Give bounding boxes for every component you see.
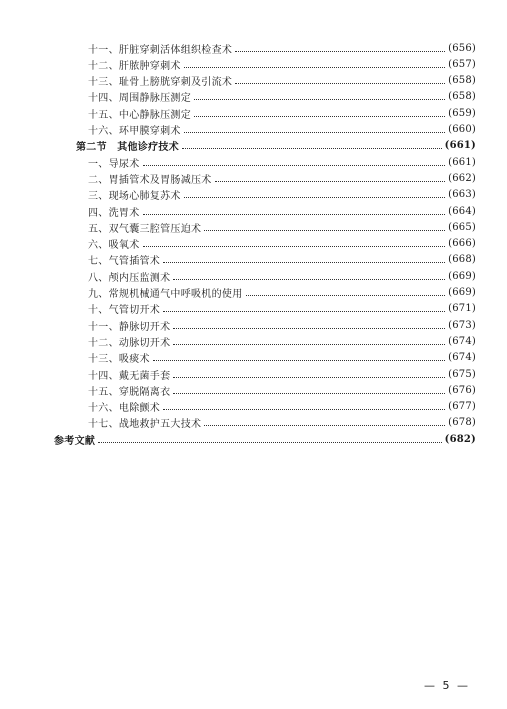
toc-entry-page: (677) — [448, 401, 476, 413]
toc-entry — [54, 431, 476, 447]
toc-entry-page: (663) — [448, 189, 476, 201]
toc-entry — [88, 399, 476, 415]
toc-entry-title: 十一、肝脏穿刺活体组织检查术 — [88, 44, 233, 56]
toc-entry-title: 十六、电除颤术 — [88, 403, 161, 415]
toc-entry-page: (664) — [448, 205, 476, 217]
toc-leader-dots — [163, 252, 445, 263]
toc-entry-title: 十、气管切开术 — [88, 305, 161, 317]
toc-leader-dots — [173, 269, 445, 280]
toc-entry-title: 十二、动脉切开术 — [88, 337, 171, 349]
toc-entry-page: (661) — [448, 156, 476, 168]
toc-leader-dots — [184, 187, 445, 198]
toc-entry — [76, 138, 476, 154]
toc-entry-title: 五、双气囊三腔管压迫术 — [88, 223, 202, 235]
toc-entry-page: (656) — [448, 42, 476, 54]
toc-entry — [88, 301, 476, 317]
toc-entry-title: 十三、耻骨上膀胱穿刺及引流术 — [88, 77, 233, 89]
toc-leader-dots — [173, 334, 445, 345]
toc-entry-page: (662) — [448, 172, 476, 184]
toc-leader-dots — [246, 285, 446, 296]
toc-entry-page: (658) — [448, 91, 476, 103]
toc-entry — [88, 219, 476, 235]
toc-entry — [88, 56, 476, 72]
toc-entry-page: (675) — [448, 368, 476, 380]
toc-entry-page: (671) — [448, 303, 476, 315]
toc-entry-page: (659) — [448, 107, 476, 119]
toc-entry — [88, 236, 476, 252]
toc-leader-dots — [204, 415, 445, 426]
toc-entry-page: (668) — [448, 254, 476, 266]
toc-entry-title: 十一、静脉切开术 — [88, 321, 171, 333]
toc-entry — [88, 187, 476, 203]
toc-entry-title: 十六、环甲膜穿刺术 — [88, 126, 181, 137]
toc-entry — [88, 317, 476, 333]
toc-leader-dots — [163, 399, 445, 410]
toc-entry — [88, 268, 476, 284]
toc-leader-dots — [182, 138, 442, 149]
toc-entry — [88, 350, 476, 366]
toc-leader-dots — [143, 155, 446, 166]
toc-entry — [88, 285, 476, 301]
toc-entry-page: (661) — [444, 140, 476, 152]
toc-entry-page: (674) — [448, 335, 476, 347]
toc-entry-page: (658) — [448, 75, 476, 87]
toc-entry-title: 六、吸氧术 — [88, 240, 140, 252]
toc-entry-page: (660) — [448, 124, 476, 135]
toc-entry-page: (665) — [448, 221, 476, 233]
toc-entry — [88, 122, 476, 138]
toc-entry-page: (676) — [448, 384, 476, 396]
toc-entry — [88, 333, 476, 349]
toc-leader-dots — [215, 171, 446, 182]
toc-leader-dots — [173, 318, 445, 329]
toc-entry — [88, 415, 476, 431]
toc-entry-title: 十三、吸痰术 — [88, 354, 150, 366]
toc-entry — [88, 252, 476, 268]
toc-entry-page: (673) — [448, 319, 476, 331]
toc-entry — [88, 366, 476, 382]
toc-entry-title: 二、胃插管术及胃肠减压术 — [88, 174, 212, 186]
toc-leader-dots — [194, 89, 445, 100]
page-number: — 5 — — [424, 679, 470, 692]
toc-entry — [88, 40, 476, 56]
toc-entry-title: 十七、战地救护五大技术 — [88, 419, 202, 431]
toc-entry — [88, 105, 476, 121]
toc-entry — [88, 89, 476, 105]
toc-leader-dots — [235, 41, 445, 52]
toc-leader-dots — [204, 220, 445, 231]
toc-entry-page: (682) — [444, 433, 476, 445]
toc-entry-title: 十四、周围静脉压测定 — [88, 93, 191, 105]
toc-entry-page: (666) — [448, 238, 476, 250]
toc-entry-page: (669) — [448, 287, 476, 298]
toc-entry — [88, 154, 476, 170]
toc-entry-title: 三、现场心肺复苏术 — [88, 191, 181, 203]
toc-entry-title: 八、颅内压监测术 — [88, 272, 171, 284]
toc-entry — [88, 203, 476, 219]
toc-entry-title: 第二节 其他诊疗技术 — [76, 142, 179, 154]
toc-entry-title: 十二、肝脓肿穿刺术 — [88, 60, 181, 72]
toc-entry-title: 十五、中心静脉压测定 — [88, 109, 191, 121]
toc-leader-dots — [153, 350, 445, 361]
toc-leader-dots — [173, 383, 445, 394]
toc-entry — [88, 170, 476, 186]
toc-leader-dots — [184, 57, 445, 68]
toc-entry-title: 九、常规机械通气中呼吸机的使用 — [88, 289, 243, 300]
toc-leader-dots — [173, 367, 445, 378]
toc-leader-dots — [143, 204, 446, 215]
toc-entry — [88, 73, 476, 89]
toc-entry-page: (674) — [448, 352, 476, 364]
toc-entry-page: (678) — [448, 417, 476, 429]
toc-entry-title: 十五、穿脱隔离衣 — [88, 386, 171, 398]
toc-leader-dots — [143, 236, 446, 247]
toc-entry-title: 一、导尿术 — [88, 158, 140, 170]
toc-entry-page: (669) — [448, 270, 476, 282]
toc-leader-dots — [98, 432, 441, 443]
toc-entry — [88, 382, 476, 398]
toc-entry-title: 七、气管插管术 — [88, 256, 161, 268]
toc-entry-title: 参考文献 — [54, 435, 96, 447]
toc-leader-dots — [194, 106, 445, 117]
toc-entry-title: 十四、戴无菌手套 — [88, 370, 171, 382]
toc-entry-page: (657) — [448, 58, 476, 70]
toc-entry-title: 四、洗胃术 — [88, 207, 140, 219]
toc-leader-dots — [235, 73, 445, 84]
toc-leader-dots — [163, 301, 445, 312]
toc-leader-dots — [184, 122, 445, 133]
